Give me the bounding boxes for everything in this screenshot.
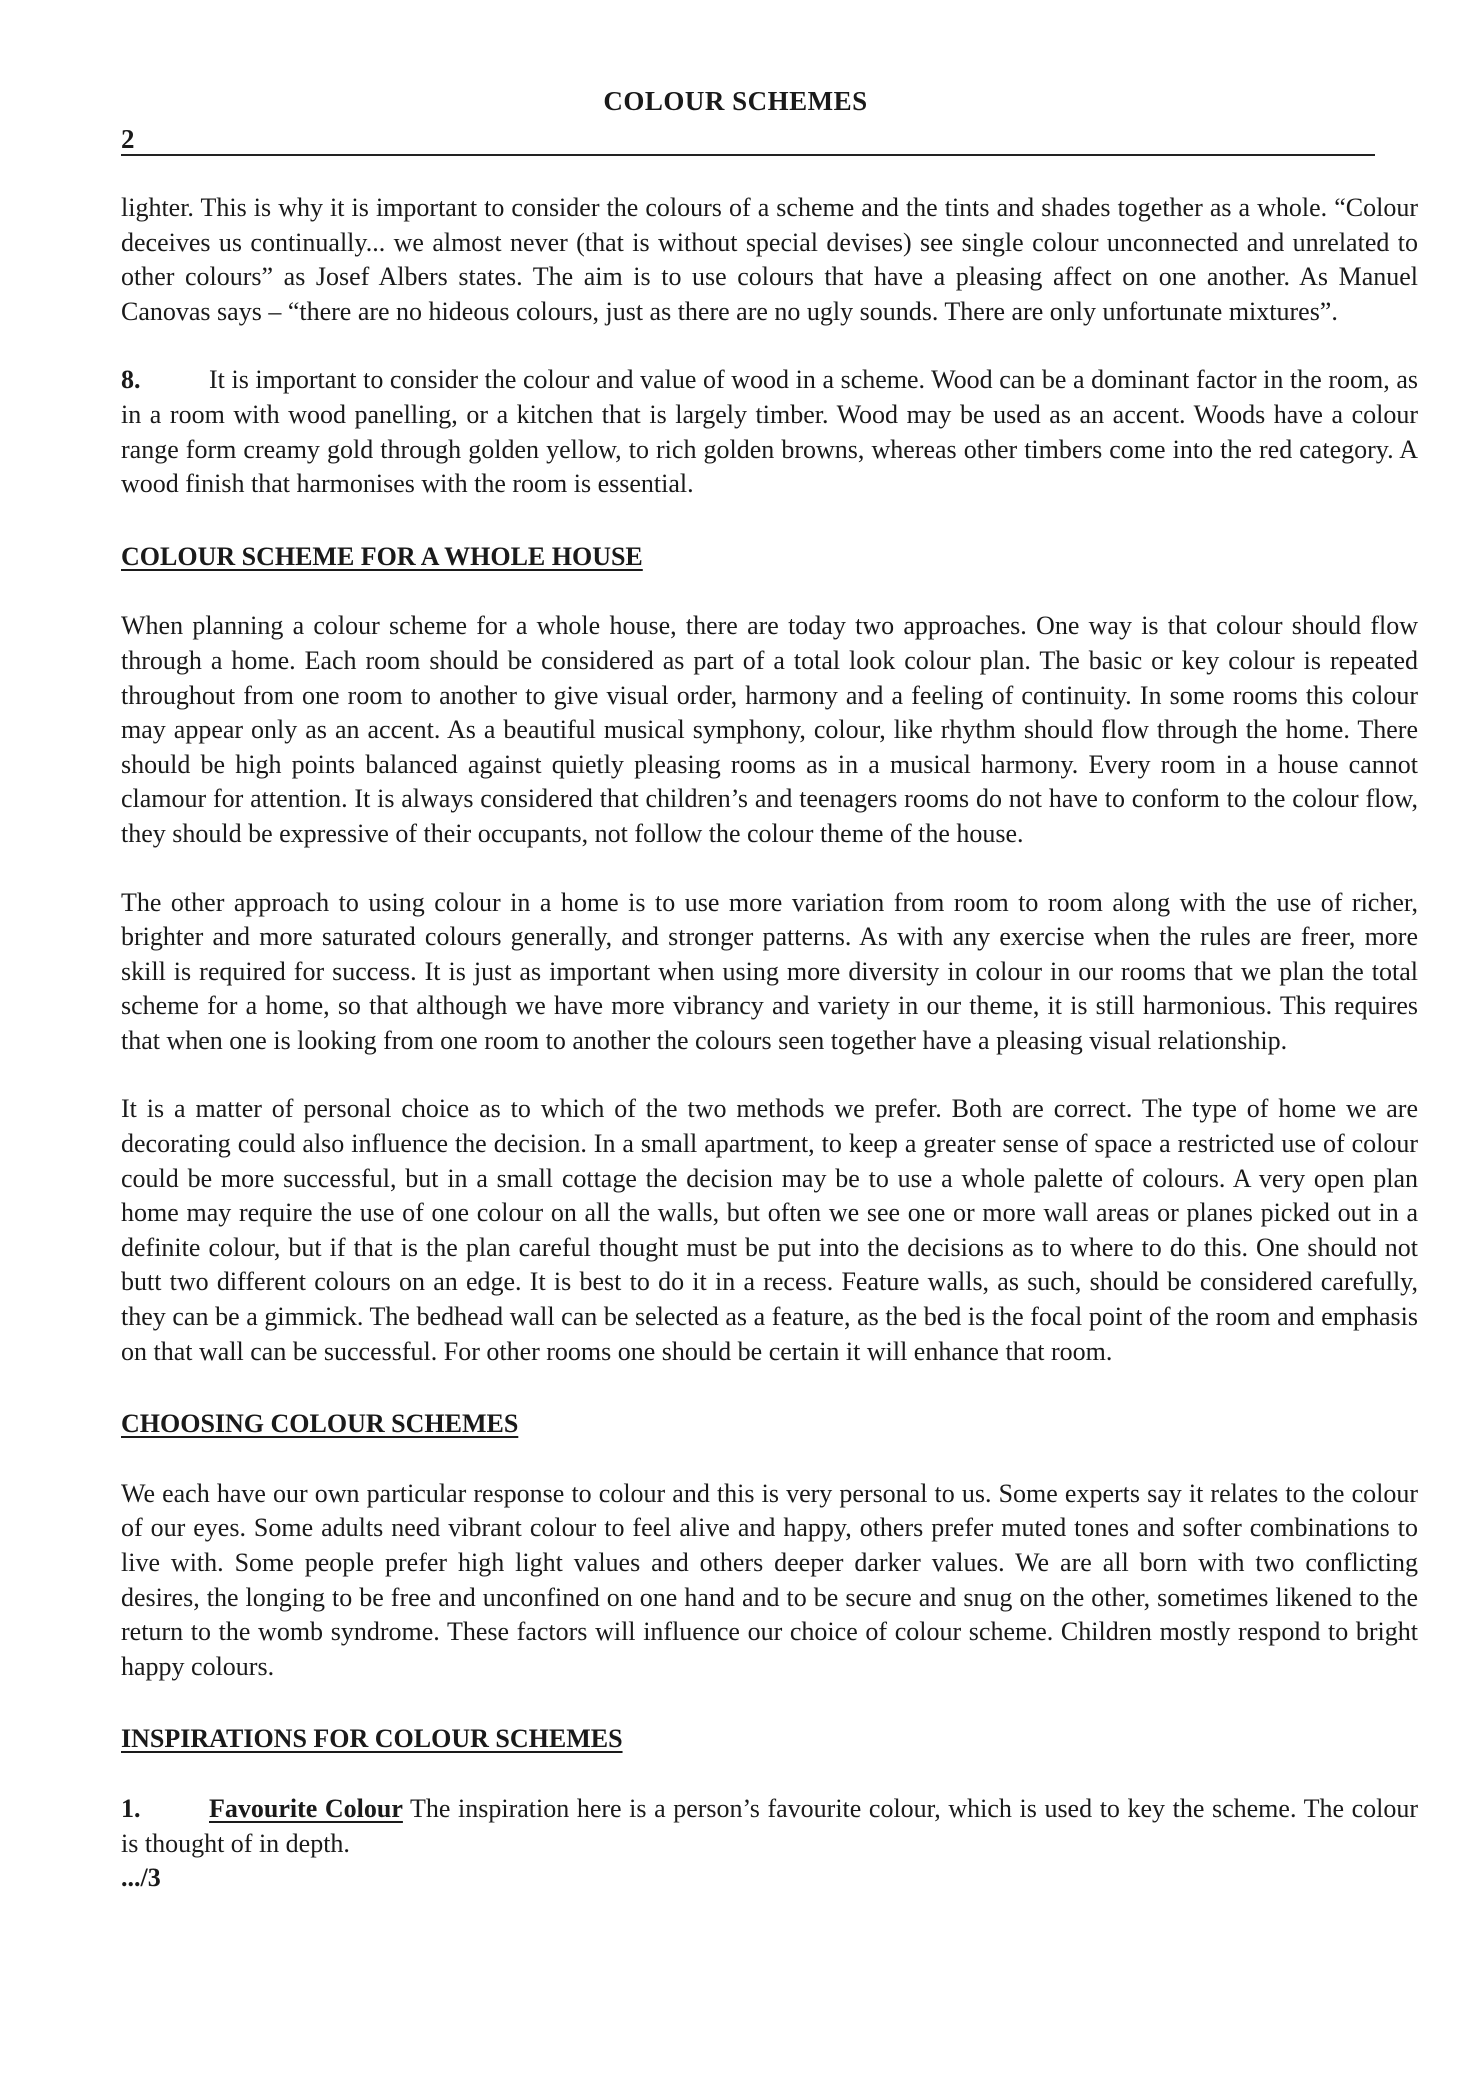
paragraph-whole-house-3: It is a matter of personal choice as to which of the two methods we prefer. Both are correct. The type of home we are decorating could also influence the decision. In a small apartment, to keep a greater sense of space a restricted use of colour could be more successful, but in a small cottage the decision may be to use a whole palette of colours. A very open plan home may require the use of one colour on all the walls, but often we see one or more wall areas or planes picked out in a definite colour, but if that is the plan careful thought must be put into the decisions as to where to do this. One should not butt two different colours on an edge. It is best to do it in a recess. Feature walls, as such, should be considered carefully, they can be a gimmick. The bedhead wall can be selected as a feature, as the bed is the focal point of the room and emphasis on that wall can be successful. For other rooms one should be certain it will enhance that room. (121, 1094, 1418, 1366)
item-text: It is important to consider the colour and value of wood in a scheme. Wood can be a dominant factor in the room, as in a room with wood panelling, or a kitchen that is largely timber. Wood may be used as an accent. Woods have a colour range form creamy gold through golden yellow, to rich golden browns, whereas other timbers come into the red category. A wood finish that harmonises with the room is essential. (121, 365, 1418, 499)
item-number: 8. (121, 365, 141, 395)
paragraph-choosing-1: We each have our own particular response to colour and this is very personal to us. Some experts say it relates to the colour of our eyes. Some adults need vibrant colour to feel alive and happy, others prefer muted tones and softer combinations to live with. Some people prefer high light values and others deeper darker values. We are all born with two conflicting desires, the longing to be free and unconfined on one hand and to be secure and snug on the other, sometimes likened to the return to the womb syndrome. These factors will influence our choice of colour scheme. Children mostly respond to bright happy colours. (121, 1478, 1418, 1681)
header-rule (121, 154, 1375, 156)
page-number: 2 (121, 124, 135, 154)
numbered-item-1 (121, 1792, 1418, 1861)
paragraph-whole-house-1: When planning a colour scheme for a whole house, there are today two approaches. One way is that colour should flow through a home. Each room should be considered as part of a total look colour plan. The basic or key colour is repeated throughout from one room to another to give visual order, harmony and a feeling of continuity. In some rooms this colour may appear only as an accent. As a beautiful musical symphony, colour, like rhythm should flow through the home. There should be high points balanced against quietly pleasing rooms as in a musical harmony. Every room in a house cannot clamour for attention. It is always considered that children’s and teenagers rooms do not have to conform to the colour flow, they should be expressive of their occupants, not follow the colour theme of the house. (121, 611, 1418, 848)
section-heading-inspirations: INSPIRATIONS FOR COLOUR SCHEMES (121, 1724, 623, 1754)
continued-marker: .../3 (121, 1863, 161, 1893)
running-title: COLOUR SCHEMES (603, 86, 868, 116)
section-heading-choosing: CHOOSING COLOUR SCHEMES (121, 1409, 519, 1439)
item-number: 1. (121, 1793, 141, 1823)
item-title: Favourite Colour (209, 1793, 403, 1823)
section-heading-whole-house: COLOUR SCHEME FOR A WHOLE HOUSE (121, 541, 643, 571)
document-body (121, 191, 1418, 1896)
item-text: The inspiration here is a person’s favourite colour, which is used to key the scheme. The colour is thought of in depth. (121, 1793, 1419, 1858)
paragraph-whole-house-2: The other approach to using colour in a home is to use more variation from room to room along with the use of richer, brighter and more saturated colours generally, and stronger patterns. As with any exercise when the rules are freer, more skill is required for success. It is just as important when using more diversity in colour in our rooms that we plan the total scheme for a home, so that although we have more vibrancy and variety in our theme, it is still harmonious. This requires that when one is looking from one room to another the colours seen together have a pleasing visual relationship. (121, 887, 1418, 1055)
intro-paragraph: lighter. This is why it is important to consider the colours of a scheme and the tints and shades together as a whole. “Colour deceives us continually... we almost never (that is without special devises) see single colour unconnected and unrelated to other colours” as Josef Albers states. The aim is to use colours that have a pleasing affect on one another. As Manuel Canovas says – “there are no hideous colours, just as there are no ugly sounds. There are only unfortunate mixtures”. (121, 193, 1418, 326)
numbered-item-8 (121, 363, 1418, 501)
